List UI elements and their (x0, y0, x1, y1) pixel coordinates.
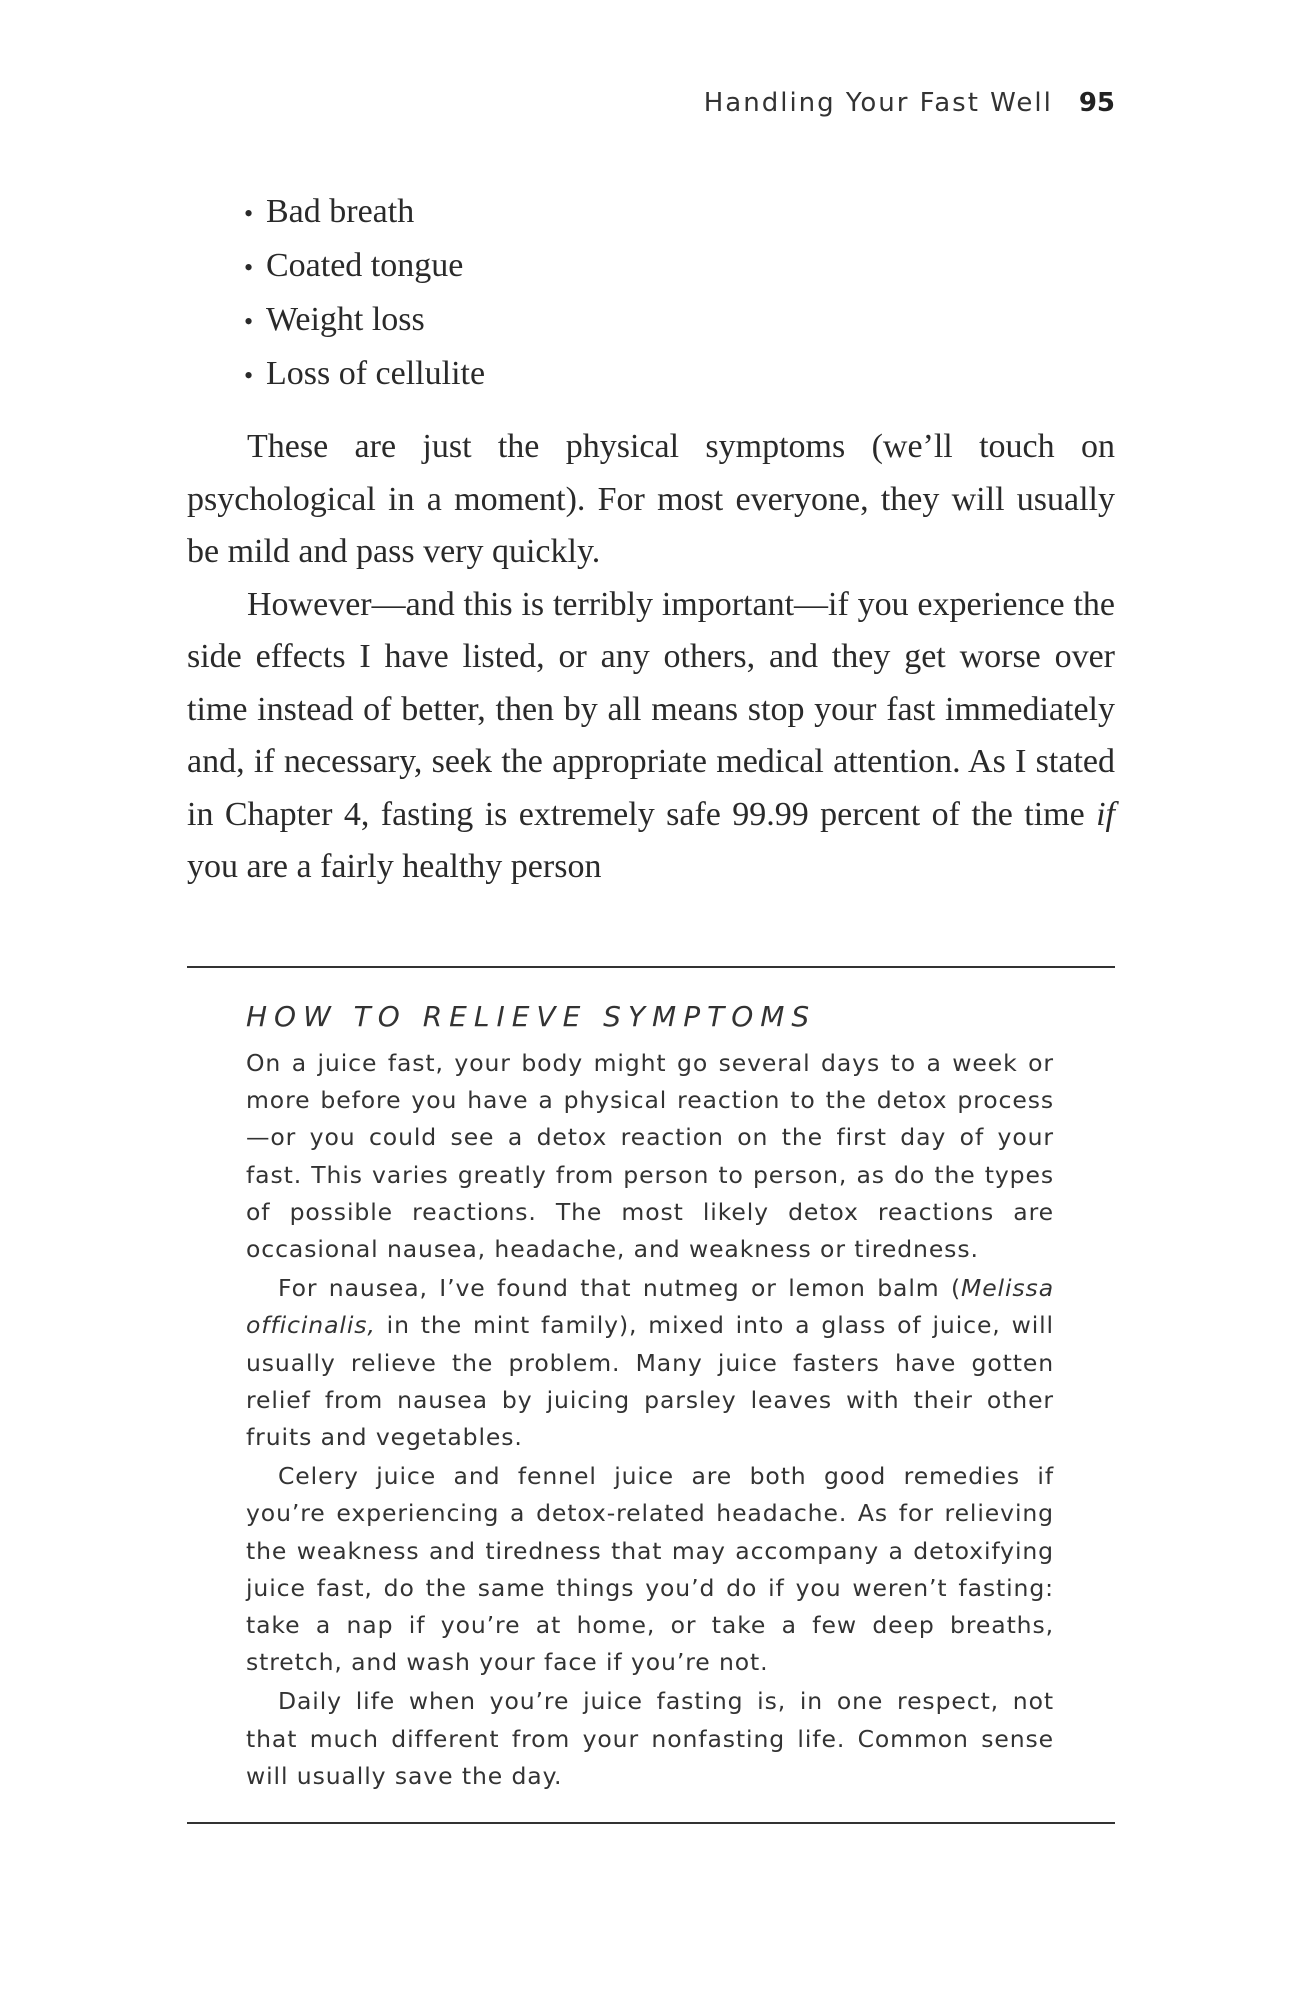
sidebar-paragraph: Daily life when you’re juice fasting is, in one respect, not that much different from your nonfasting life. Common sense will usually save the day. (246, 1687, 1054, 1790)
symptom-list (244, 186, 1115, 402)
main-text (187, 186, 1115, 894)
bullet-icon: • (244, 253, 254, 282)
bullet-icon: • (244, 307, 254, 336)
list-item: • Weight loss (244, 294, 1115, 348)
page-number: 95 (1078, 88, 1115, 118)
sidebar-bottom-rule (187, 1822, 1115, 1824)
bullet-icon: • (244, 199, 254, 228)
page-header (704, 88, 1115, 128)
sidebar-top-rule (187, 966, 1115, 968)
sidebar-paragraph: On a juice fast, your body might go several days to a week or more before you have a physical reaction to the detox process—or you could see a detox reaction on the first day of your fast. This varies greatly from person to person, as do the types of possible reactions. The most likely detox reactions are occasional nausea, headache, and weakness or tiredness. (246, 1049, 1054, 1264)
body-paragraph: These are just the physical symptoms (we’ll touch on psychological in a moment). For most everyone, they will usually be mild and pass very quickly. (187, 428, 1115, 570)
sidebar-content (246, 1000, 1054, 1797)
sidebar-paragraph: For nausea, I’ve found that nutmeg or lemon balm (Melissa officinalis, in the mint family), mixed into a glass of juice, will usually relieve the problem. Many juice fasters have gotten relief from nausea by juicing parsley leaves with their other fruits and vegetables. (246, 1274, 1054, 1452)
running-head: Handling Your Fast Well (703, 88, 1053, 118)
sidebar-paragraph: Celery juice and fennel juice are both good remedies if you’re experiencing a detox-related headache. As for relieving the weakness and tiredness that may accompany a detoxifying juice fast, do the same things you’d do if you weren’t fasting: take a nap if you’re at home, or take a few deep breaths, stretch, and wash your face if you’re not. (246, 1462, 1054, 1677)
body-paragraph: However—and this is terribly important—if you experience the side effects I have listed, or any others, and they get worse over time instead of better, then by all means stop your fast immediately and, if necessary, seek the appropriate medical attention. As I stated in Chapter 4, fasting is extremely safe 99.99 percent of the time if you are a fairly healthy person (187, 585, 1115, 885)
sidebar-title: HOW TO RELIEVE SYMPTOMS (246, 1000, 817, 1033)
list-item: • Coated tongue (244, 240, 1115, 294)
list-item: • Bad breath (244, 186, 1115, 240)
list-item: • Loss of cellulite (244, 348, 1115, 402)
bullet-icon: • (244, 361, 254, 390)
sidebar-box (187, 966, 1115, 1824)
